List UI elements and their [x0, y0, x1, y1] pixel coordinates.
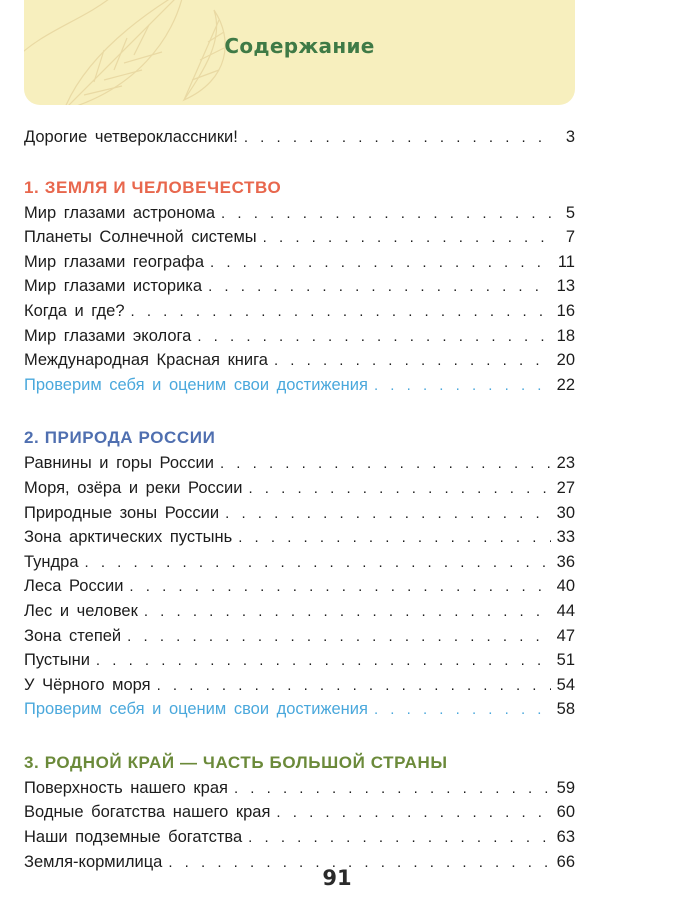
toc-item-title: Проверим себя и оценим свои достижения [24, 375, 368, 394]
toc-item-page: 36 [556, 552, 575, 571]
toc-item-title: Поверхность нашего края [24, 778, 228, 797]
dot-leader [131, 303, 551, 320]
toc-row[interactable] [24, 479, 575, 504]
page-number: 91 [322, 866, 352, 890]
toc-item-page: 18 [556, 326, 575, 345]
toc-item-title: Международная Красная книга [24, 351, 268, 370]
dot-leader [263, 229, 551, 246]
section-spacer [24, 400, 575, 420]
contents-header-banner [24, 0, 575, 105]
section-heading[interactable]: 2. ПРИРОДА РОССИИ [24, 428, 216, 448]
toc-row[interactable] [24, 302, 575, 327]
toc-item-title: Зона арктических пустынь [24, 528, 233, 547]
toc-row[interactable] [24, 577, 575, 602]
toc-row[interactable] [24, 351, 575, 376]
toc-item-title: Мир глазами астронома [24, 203, 216, 222]
toc-item-page: 40 [556, 577, 575, 596]
dot-leader [157, 677, 551, 694]
section-heading[interactable]: 3. РОДНОЙ КРАЙ — ЧАСТЬ БОЛЬШОЙ СТРАНЫ [24, 752, 448, 772]
toc-row-intro[interactable] [24, 128, 575, 153]
page-title: Содержание [224, 34, 375, 58]
toc-row[interactable] [24, 651, 575, 676]
toc-item-page: 5 [565, 203, 575, 222]
dot-leader [197, 328, 550, 345]
dot-leader [244, 129, 551, 146]
toc-row[interactable] [24, 327, 575, 352]
toc-item-title: Моря, озёра и реки России [24, 478, 243, 497]
toc-row[interactable] [24, 228, 575, 253]
toc-row[interactable] [24, 454, 575, 479]
dot-leader [374, 377, 551, 394]
section-spacer [24, 153, 575, 170]
toc-row-review[interactable] [24, 700, 575, 725]
toc-item-title: Мир глазами географа [24, 252, 205, 271]
toc-item-page: 16 [556, 301, 575, 320]
dot-leader [221, 205, 551, 222]
toc-item-page: 20 [556, 351, 575, 370]
toc-item-title: Тундра [24, 552, 79, 571]
toc-row[interactable] [24, 277, 575, 302]
toc-row[interactable] [24, 828, 575, 853]
toc-item-page: 47 [556, 626, 575, 645]
toc-item-title: Водные богатства нашего края [24, 803, 271, 822]
toc-row[interactable] [24, 779, 575, 804]
dot-leader [208, 278, 551, 295]
toc-row[interactable] [24, 627, 575, 652]
toc-item-title: Проверим себя и оценим свои достижения [24, 700, 368, 719]
dot-leader [144, 603, 551, 620]
toc-row[interactable] [24, 528, 575, 553]
toc-item-title: Планеты Солнечной системы [24, 228, 257, 247]
toc-item-title: У Чёрного моря [24, 675, 151, 694]
dot-leader [210, 254, 551, 271]
toc-row[interactable] [24, 676, 575, 701]
toc-item-page: 11 [557, 252, 575, 271]
dot-leader [96, 652, 551, 669]
toc-item-page: 13 [556, 277, 575, 296]
toc-item-title: Лес и человек [24, 601, 138, 620]
toc-item-page: 54 [556, 675, 575, 694]
toc-item-page: 3 [565, 128, 575, 146]
toc-item-title: Земля-кормилица [24, 852, 163, 871]
toc-row[interactable] [24, 803, 575, 828]
dot-leader [129, 578, 550, 595]
dot-leader [274, 352, 551, 369]
table-of-contents [24, 128, 575, 877]
toc-item-page: 66 [556, 852, 575, 871]
toc-item-page: 58 [556, 700, 575, 719]
dot-leader [127, 628, 550, 645]
toc-row-review[interactable] [24, 376, 575, 401]
toc-row[interactable] [24, 504, 575, 529]
toc-item-page: 63 [556, 828, 575, 847]
toc-item-title: Наши подземные богатства [24, 828, 243, 847]
dot-leader [225, 505, 551, 522]
toc-item-page: 33 [556, 528, 575, 547]
dot-leader [220, 455, 551, 472]
dot-leader [374, 701, 551, 718]
toc-row[interactable] [24, 602, 575, 627]
section-spacer [24, 725, 575, 745]
toc-item-page: 22 [556, 375, 575, 394]
toc-item-page: 51 [556, 651, 575, 670]
toc-item-title: Мир глазами историка [24, 277, 203, 296]
toc-item-page: 59 [556, 778, 575, 797]
toc-item-title: Мир глазами эколога [24, 326, 192, 345]
toc-row[interactable] [24, 553, 575, 578]
dot-leader [248, 829, 550, 846]
dot-leader [248, 480, 550, 497]
toc-item-page: 7 [565, 228, 575, 247]
toc-item-title: Леса России [24, 577, 124, 596]
toc-item-page: 30 [556, 503, 575, 522]
toc-item-title: Природные зоны России [24, 503, 220, 522]
toc-item-page: 27 [556, 478, 575, 497]
toc-row[interactable] [24, 253, 575, 278]
section-heading[interactable]: 1. ЗЕМЛЯ И ЧЕЛОВЕЧЕСТВО [24, 177, 282, 197]
toc-item-title: Дорогие четвероклассники! [24, 128, 238, 146]
toc-item-page: 44 [556, 601, 575, 620]
toc-item-page: 23 [556, 454, 575, 473]
toc-item-page: 60 [556, 803, 575, 822]
dot-leader [85, 554, 551, 571]
dot-leader [276, 804, 550, 821]
toc-item-title: Зона степей [24, 626, 122, 645]
toc-item-title: Пустыни [24, 651, 90, 670]
toc-item-title: Равнины и горы России [24, 454, 214, 473]
toc-row[interactable] [24, 204, 575, 229]
dot-leader [234, 780, 551, 797]
toc-item-title: Когда и где? [24, 301, 125, 320]
dot-leader [238, 529, 550, 546]
